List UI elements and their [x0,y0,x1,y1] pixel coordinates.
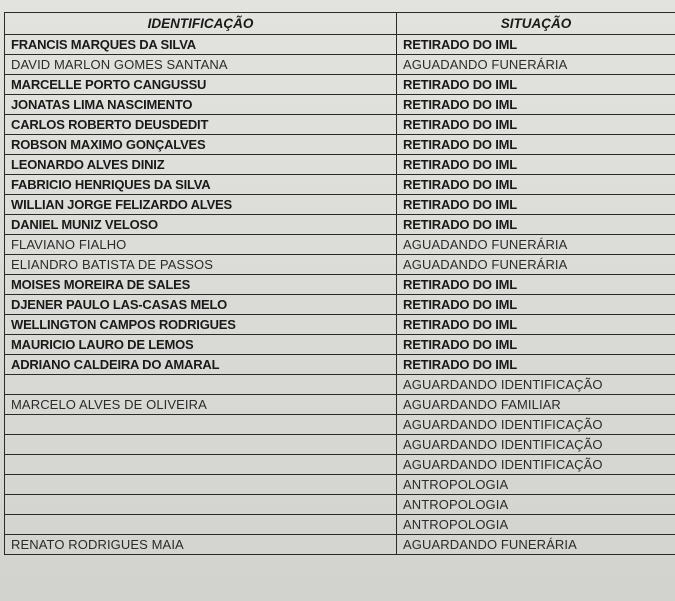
table-header-row [5,13,675,35]
identification-cell: ELIANDRO BATISTA DE PASSOS [5,255,397,275]
status-cell: RETIRADO DO IML [397,95,675,115]
table-row [5,235,675,255]
identification-cell: RENATO RODRIGUES MAIA [5,535,397,555]
status-cell: RETIRADO DO IML [397,75,675,95]
status-cell: RETIRADO DO IML [397,295,675,315]
identification-cell: MOISES MOREIRA DE SALES [5,275,397,295]
identification-cell [5,495,397,515]
status-cell: RETIRADO DO IML [397,155,675,175]
status-cell: AGUADANDO FUNERÁRIA [397,235,675,255]
status-cell: RETIRADO DO IML [397,335,675,355]
table-row [5,355,675,375]
status-cell: AGUARDANDO IDENTIFICAÇÃO [397,435,675,455]
table-row [5,55,675,75]
table-row [5,155,675,175]
identification-cell: DAVID MARLON GOMES SANTANA [5,55,397,75]
table-row [5,495,675,515]
status-cell: ANTROPOLOGIA [397,495,675,515]
status-cell: RETIRADO DO IML [397,135,675,155]
identification-cell: ROBSON MAXIMO GONÇALVES [5,135,397,155]
identification-cell: LEONARDO ALVES DINIZ [5,155,397,175]
table-row [5,95,675,115]
status-cell: AGUARDANDO IDENTIFICAÇÃO [397,455,675,475]
identification-cell: MARCELLE PORTO CANGUSSU [5,75,397,95]
identification-cell: FRANCIS MARQUES DA SILVA [5,35,397,55]
status-cell: AGUADANDO FUNERÁRIA [397,255,675,275]
identification-cell: MAURICIO LAURO DE LEMOS [5,335,397,355]
identification-cell: FABRICIO HENRIQUES DA SILVA [5,175,397,195]
status-cell: RETIRADO DO IML [397,115,675,135]
table-row [5,35,675,55]
table-row [5,215,675,235]
table-row [5,315,675,335]
column-header-situacao: SITUAÇÃO [397,13,675,35]
status-cell: RETIRADO DO IML [397,35,675,55]
identification-cell: CARLOS ROBERTO DEUSDEDIT [5,115,397,135]
table-row [5,435,675,455]
table-row [5,255,675,275]
identification-cell [5,455,397,475]
table-row [5,115,675,135]
identification-cell: ADRIANO CALDEIRA DO AMARAL [5,355,397,375]
table-row [5,415,675,435]
identification-cell: JONATAS LIMA NASCIMENTO [5,95,397,115]
identification-cell: WELLINGTON CAMPOS RODRIGUES [5,315,397,335]
status-cell: AGUADANDO FUNERÁRIA [397,55,675,75]
victims-status-table [4,12,675,555]
identification-cell [5,415,397,435]
column-header-identificacao: IDENTIFICAÇÃO [5,13,397,35]
table-row [5,375,675,395]
table-row [5,195,675,215]
status-cell: ANTROPOLOGIA [397,475,675,495]
identification-cell [5,515,397,535]
status-cell: RETIRADO DO IML [397,195,675,215]
table-row [5,455,675,475]
table-row [5,335,675,355]
identification-cell [5,435,397,455]
status-cell: AGUARDANDO FAMILIAR [397,395,675,415]
identification-cell [5,375,397,395]
table-row [5,395,675,415]
status-cell: ANTROPOLOGIA [397,515,675,535]
table-row [5,515,675,535]
identification-cell: WILLIAN JORGE FELIZARDO ALVES [5,195,397,215]
status-cell: RETIRADO DO IML [397,355,675,375]
status-cell: RETIRADO DO IML [397,315,675,335]
table-row [5,75,675,95]
identification-cell: DANIEL MUNIZ VELOSO [5,215,397,235]
table-body [5,35,675,555]
status-cell: RETIRADO DO IML [397,175,675,195]
status-cell: AGUARDANDO IDENTIFICAÇÃO [397,415,675,435]
status-cell: AGUARDANDO IDENTIFICAÇÃO [397,375,675,395]
table-row [5,135,675,155]
identification-cell [5,475,397,495]
table-row [5,535,675,555]
status-cell: RETIRADO DO IML [397,215,675,235]
identification-cell: MARCELO ALVES DE OLIVEIRA [5,395,397,415]
table-row [5,475,675,495]
table-row [5,295,675,315]
status-cell: AGUARDANDO FUNERÁRIA [397,535,675,555]
status-cell: RETIRADO DO IML [397,275,675,295]
table-row [5,275,675,295]
table-row [5,175,675,195]
identification-cell: DJENER PAULO LAS-CASAS MELO [5,295,397,315]
identification-cell: FLAVIANO FIALHO [5,235,397,255]
